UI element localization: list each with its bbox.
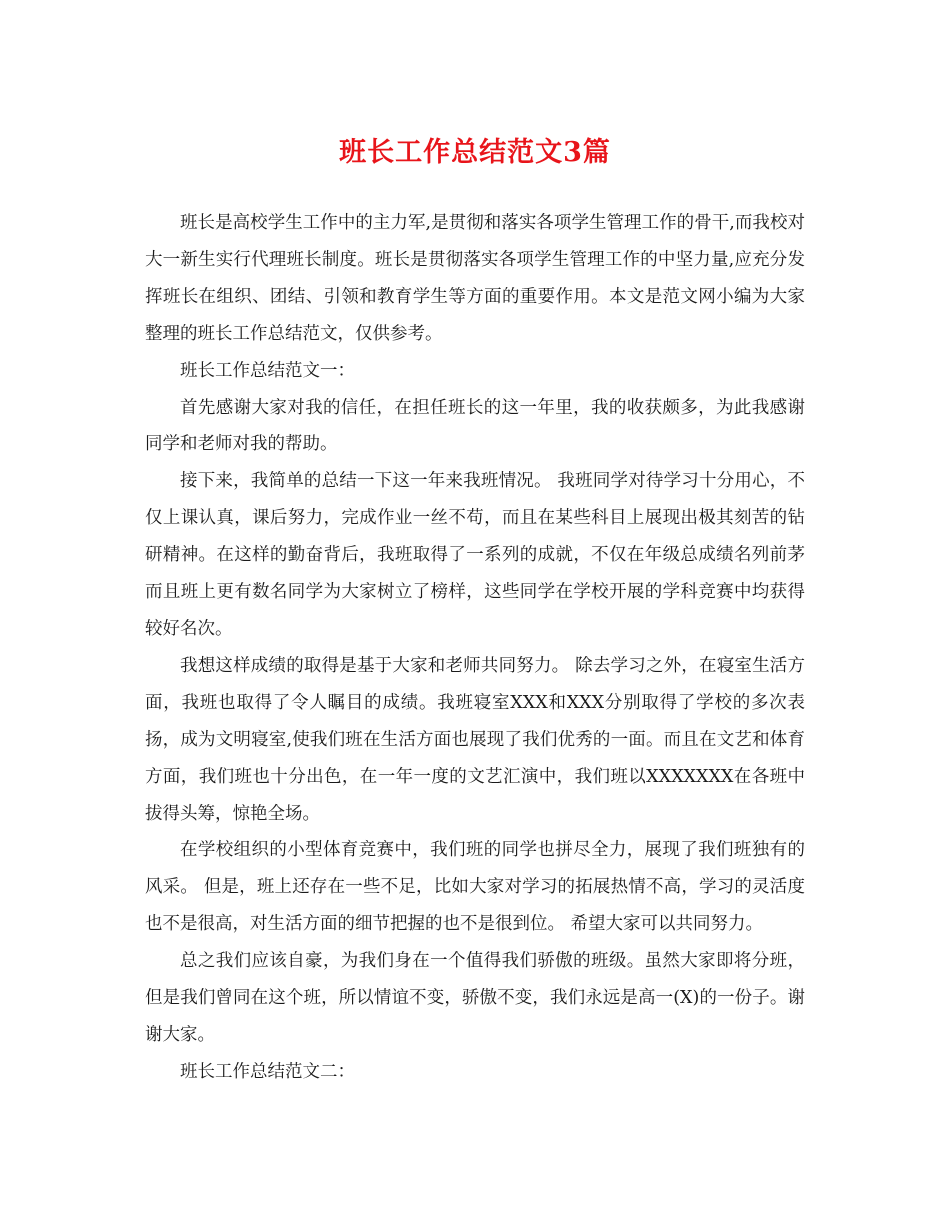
- section-heading-one: 班长工作总结范文一：: [180, 360, 355, 381]
- section-heading-two: 班长工作总结范文二：: [180, 1061, 355, 1082]
- page-title: 班长工作总结范文3篇: [339, 137, 611, 168]
- paragraph: 在学校组织的小型体育竞赛中，我们班的同学也拼尽全力，展现了我们班独有的风采。 但是，班上还存在一些不足，比如大家对学习的拓展热情不高，学习的灵活度也不是很高，对生活方面的细节把握的也不是很到位。 希望大家可以共同努力。: [145, 840, 805, 935]
- paragraph: 接下来，我简单的总结一下这一年来我班情况。 我班同学对待学习十分用心，不仅上课认真，课后努力，完成作业一丝不苟，而且在某些科目上展现出极其刻苦的钻研精神。在这样的勤奋背后，我班取得了一系列的成就，不仅在年级总成绩名列前茅而且班上更有数名同学为大家树立了榜样，这些同学在学校开展的学科竞赛中均获得较好名次。: [145, 471, 805, 639]
- paragraph-intro: 班长是高校学生工作中的主力军,是贯彻和落实各项学生管理工作的骨干,而我校对大一新生实行代理班长制度。班长是贯彻落实各项学生管理工作的中坚力量,应充分发挥班长在组织、团结、引领和教育学生等方面的重要作用。本文是范文网小编为大家整理的班长工作总结范文，仅供参考。: [145, 213, 805, 344]
- paragraph: 总之我们应该自豪，为我们身在一个值得我们骄傲的班级。虽然大家即将分班，但是我们曾同在这个班，所以情谊不变，骄傲不变，我们永远是高一(X)的一份子。谢谢大家。: [145, 951, 805, 1045]
- paragraph: 我想这样成绩的取得是基于大家和老师共同努力。 除去学习之外，在寝室生活方面，我班也取得了令人瞩目的成绩。我班寝室XXX和XXX分别取得了学校的多次表扬，成为文明寝室,使我们班在生活方面也展现了我们优秀的一面。而且在文艺和体育方面，我们班也十分出色，在一年一度的文艺汇演中，我们班以XXXXXXX在各班中拔得头筹，惊艳全场。: [145, 655, 805, 824]
- paragraph: 首先感谢大家对我的信任，在担任班长的这一年里，我的收获颇多，为此我感谢同学和老师对我的帮助。: [145, 397, 805, 455]
- document-body: [145, 205, 805, 1091]
